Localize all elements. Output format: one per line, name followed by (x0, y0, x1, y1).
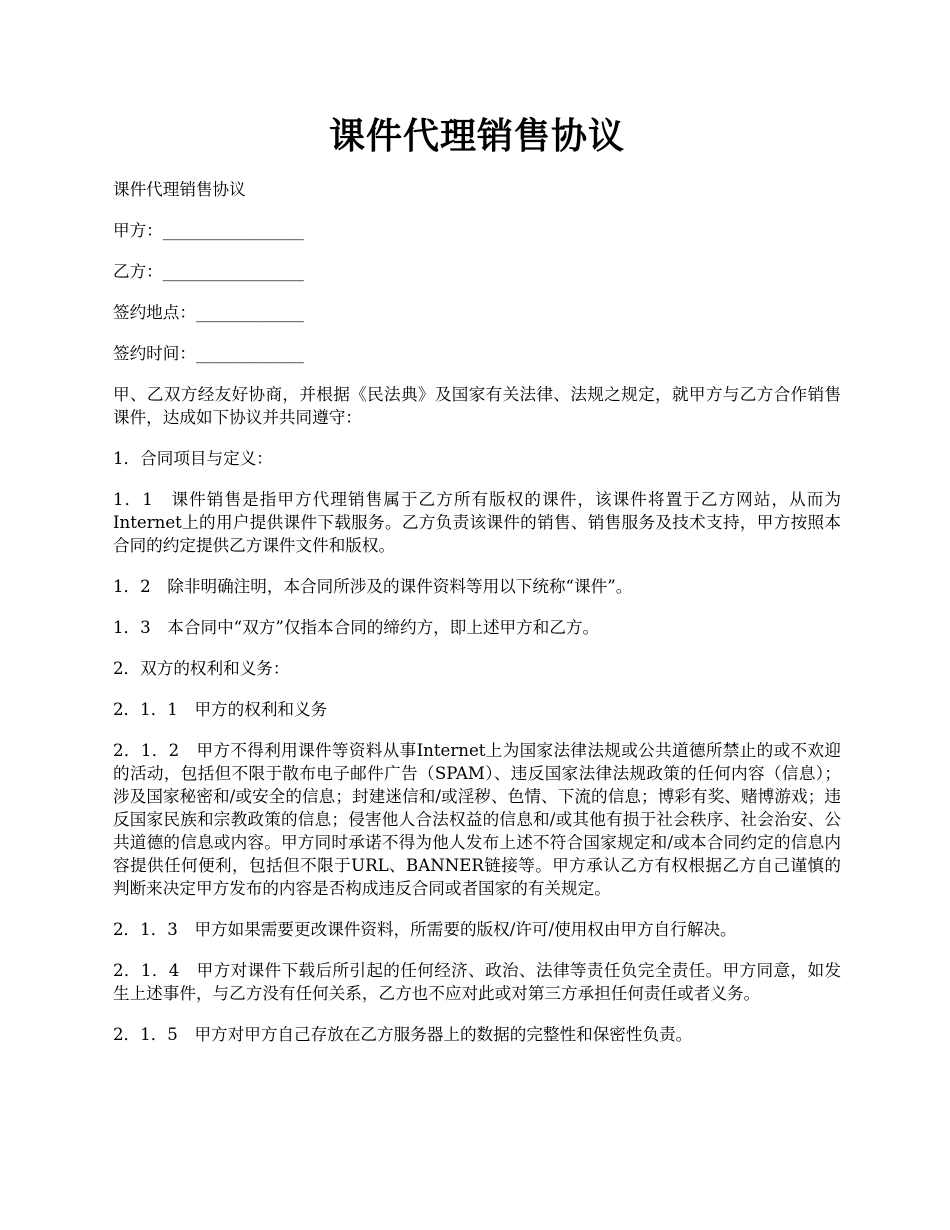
section-heading: 2．双方的权利和义务： (113, 659, 290, 678)
field-label: 签约时间： (113, 344, 196, 363)
clause-paragraph: 2．1．5 甲方对甲方自己存放在乙方服务器上的数据的完整性和保密性负责。 (113, 1025, 693, 1044)
clause-paragraph: 1．3 本合同中“双方”仅指本合同的缔约方，即上述甲方和乙方。 (113, 618, 600, 637)
clause-paragraph: 2．1．3 甲方如果需要更改课件资料，所需要的版权/许可/使用权由甲方自行解决。 (113, 920, 737, 939)
clause-paragraph: 2．1．4 甲方对课件下载后所引起的任何经济、政治、法律等责任负完全责任。甲方同意，如发生上述事件，与乙方没有任何关系，乙方也不应对此或对第三方承担任何责任或者义务。 (113, 961, 841, 1003)
field-blank: _________________ (162, 221, 304, 240)
clause-paragraph: 2．1．1 甲方的权利和义务 (113, 700, 328, 719)
clause-paragraph: 1．2 除非明确注明，本合同所涉及的课件资料等用以下统称“课件”。 (113, 577, 633, 596)
document-subtitle: 课件代理销售协议 (113, 180, 246, 199)
field-label: 签约地点： (113, 303, 196, 322)
field-label: 乙方： (113, 262, 163, 281)
section-heading: 1．合同项目与定义： (113, 449, 273, 468)
document-page (113, 108, 841, 1064)
field-blank: _____________ (195, 344, 304, 363)
signing-place-field (113, 301, 841, 324)
field-label: 甲方： (113, 221, 163, 240)
field-blank: _____________ (195, 303, 304, 322)
clause-paragraph: 2．1．2 甲方不得利用课件等资料从事Internet上为国家法律法规或公共道德所禁止的或不欢迎的活动，包括但不限于散布电子邮件广告（SPAM）、违反国家法律法规政策的任何内容（信息）；涉及国家秘密和/或安全的信息；封建迷信和/或淫秽、色情、下流的信息；博彩有奖、赌博游戏；违反国家民族和宗教政策的信息；侵害他人合法权益的信息和/或其他有损于社会秩序、社会治安、公共道德的信息或内容。甲方同时承诺不得为他人发布上述不符合国家规定和/或本合同约定的信息内容提供任何便利，包括但不限于URL、BANNER链接等。甲方承认乙方有权根据乙方自己谨慎的判断来决定甲方发布的内容是否构成违反合同或者国家的有关规定。 (113, 741, 841, 898)
preamble-paragraph: 甲、乙双方经友好协商，并根据《民法典》及国家有关法律、法规之规定，就甲方与乙方合作销售课件，达成如下协议并共同遵守： (113, 385, 841, 427)
field-blank: _________________ (162, 262, 304, 281)
party-b-field (113, 260, 841, 283)
party-a-field (113, 219, 841, 242)
document-title: 课件代理销售协议 (328, 115, 625, 157)
clause-paragraph: 1．1 课件销售是指甲方代理销售属于乙方所有版权的课件，该课件将置于乙方网站，从而为Internet上的用户提供课件下载服务。乙方负责该课件的销售、销售服务及技术支持，甲方按照本合同的约定提供乙方课件文件和版权。 (113, 490, 841, 555)
signing-time-field (113, 342, 841, 365)
